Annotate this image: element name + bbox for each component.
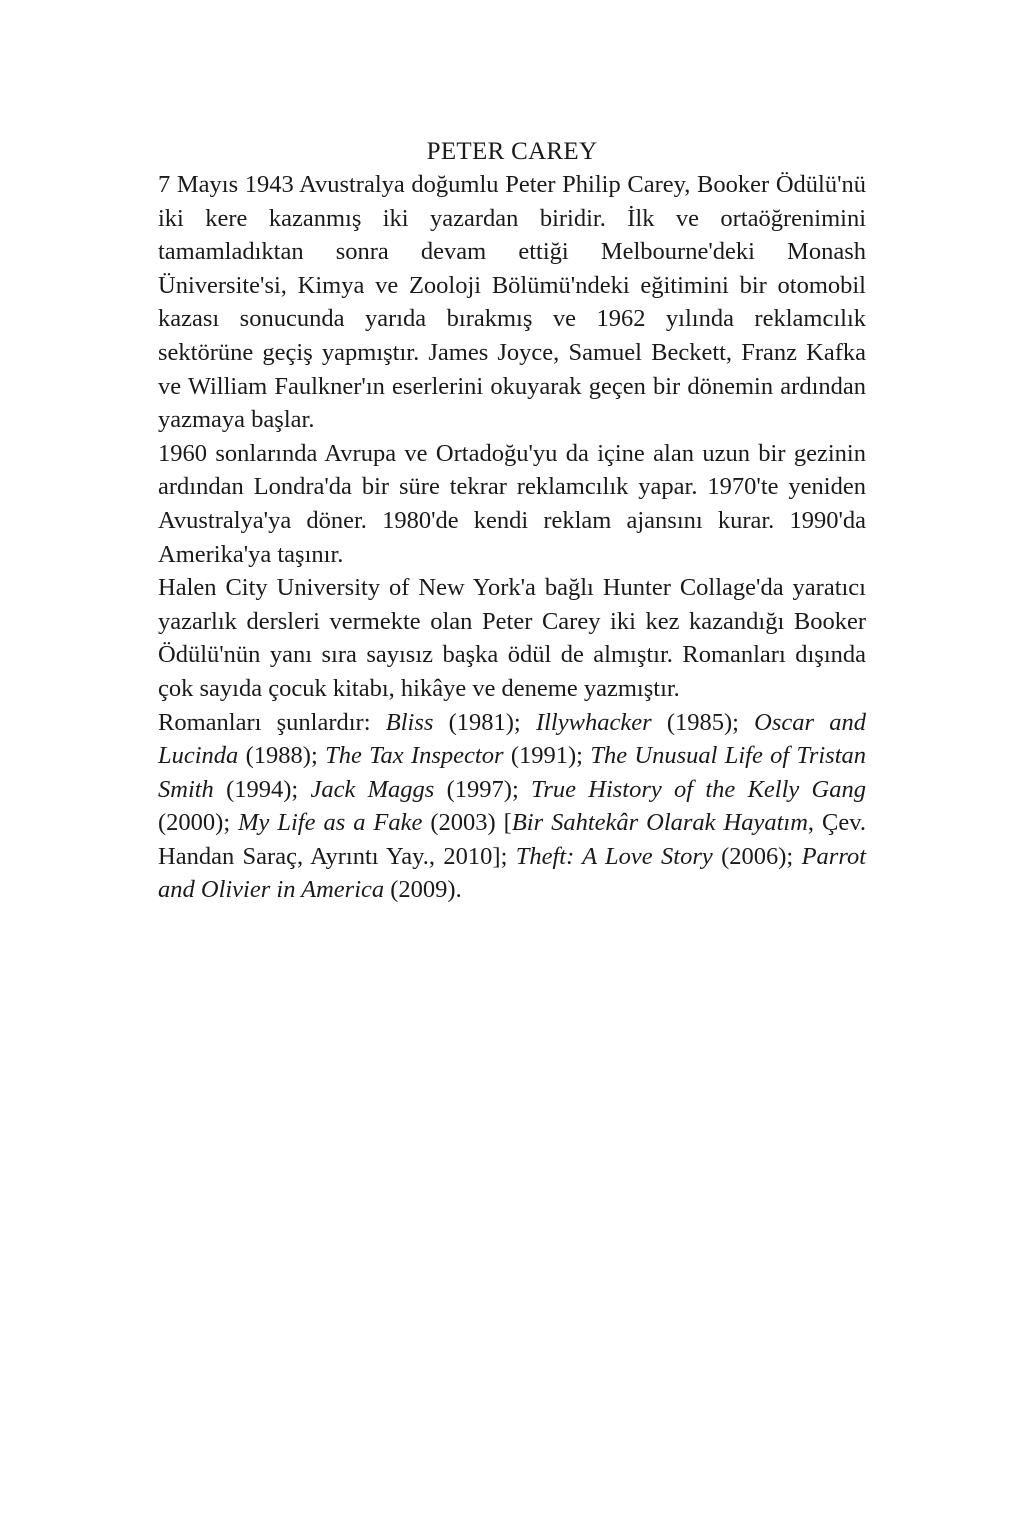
book-title: Bir Sahtekâr Olarak Hayatım — [511, 809, 808, 837]
text-segment: (1988); — [238, 742, 326, 770]
book-title: Parrot and Olivier in America — [158, 842, 866, 904]
text-segment: 1960 sonlarında Avrupa ve Ortadoğu'yu da içine alan uzun bir gezinin ardından Londra'da bir süre tekrar reklamcılık yapar. 1970'te yeniden Avustralya'ya döner. 1980'de kendi reklam ajansını kurar. 1990'da Amerika'ya taşınır. — [158, 439, 866, 568]
text-segment: , Çev. Handan Saraç, Ayrıntı Yay., 2010]; — [158, 809, 867, 870]
text-segment: (1991); — [503, 742, 591, 770]
book-title: True History of the Kelly Gang — [531, 775, 867, 803]
book-title: Oscar and Lucinda — [158, 708, 867, 770]
book-title: Bliss — [385, 708, 434, 736]
text-segment: (1997); — [434, 775, 532, 803]
text-segment: (1994); — [213, 775, 311, 803]
body-text — [158, 168, 866, 907]
book-title: Theft: A Love Story — [515, 842, 713, 870]
text-segment: (2006); — [712, 842, 802, 870]
book-title: The Tax Inspector — [325, 742, 504, 770]
text-segment: (1981); — [433, 708, 536, 736]
paragraph — [158, 706, 866, 908]
book-title: My Life as a Fake — [238, 809, 423, 837]
book-title: The Unusual Life of Tristan Smith — [158, 742, 867, 803]
text-segment: 7 Mayıs 1943 Avustralya doğumlu Peter Philip Carey, Booker Ödülü'nü iki kere kazanmış iki yazardan biridir. İlk ve ortaöğrenimini tamamladıktan sonra devam ettiği Melbourne'deki Monash Üniversite'si, Kimya ve Zooloji Bölümü'ndeki eğitimini bir otomobil kazası sonucunda yarıda bırakmış ve 1962 yılında reklamcılık sektörüne geçiş yapmıştır. James Joyce, Samuel Beckett, Franz Kafka ve William Faulkner'ın eserlerini okuyarak geçen bir dönemin ardından yazmaya başlar. — [158, 171, 866, 434]
book-title: Illywhacker — [535, 708, 652, 736]
text-segment: (2003) [ — [422, 809, 512, 837]
book-title: Jack Maggs — [310, 775, 435, 803]
text-segment: (2000); — [158, 809, 239, 837]
text-segment: (1985); — [651, 708, 755, 736]
text-segment: Romanları şunlardır: — [158, 708, 386, 736]
text-segment: Halen City University of New York'a bağlı Hunter Collage'da yaratıcı yazarlık dersleri vermekte olan Peter Carey iki kez kazandığı Booker Ödülü'nün yanı sıra sayısız başka ödül de almıştır. Romanları dışında çok sayıda çocuk kitabı, hikâye ve deneme yazmıştır. — [158, 574, 866, 702]
paragraph — [158, 437, 866, 571]
page-title: PETER CAREY — [426, 138, 598, 165]
paragraph — [158, 168, 866, 437]
paragraph — [158, 571, 866, 705]
text-segment: (2009). — [384, 876, 462, 904]
page-content — [158, 136, 866, 907]
